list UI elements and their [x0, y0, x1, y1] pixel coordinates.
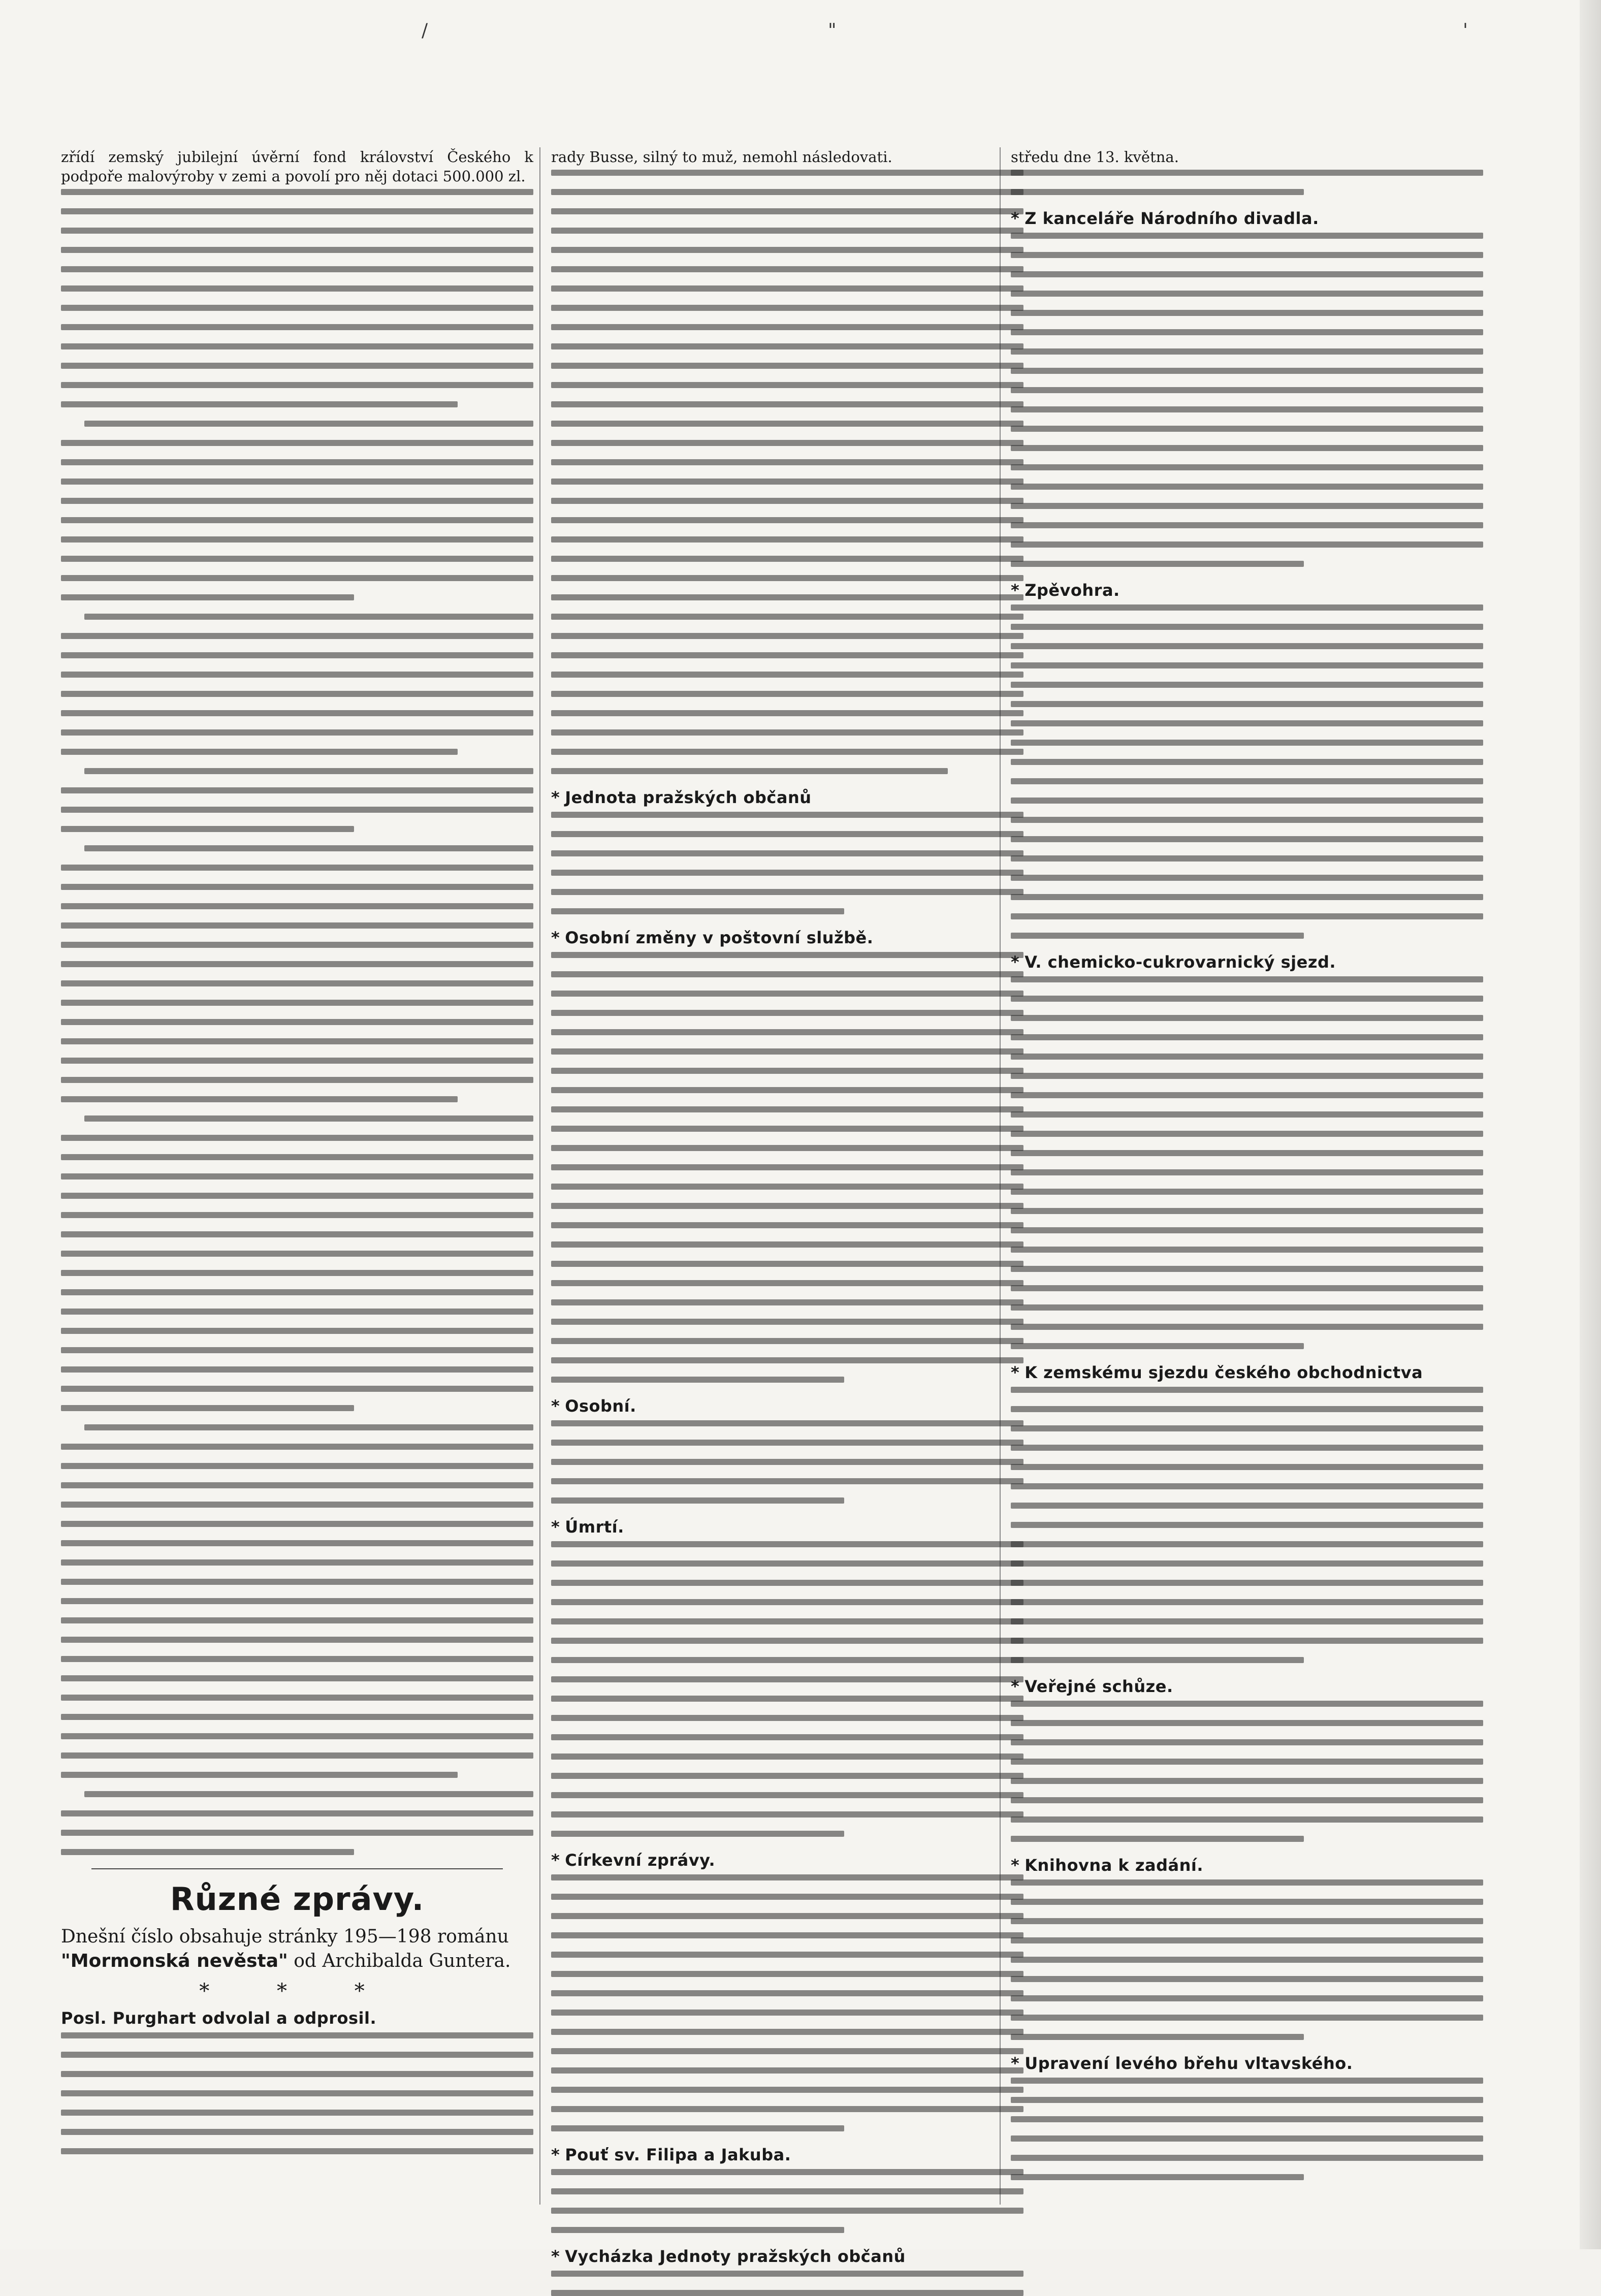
article-heading: Posl. Purghart odvolal a odprosil. — [61, 2008, 377, 2028]
section-divider — [91, 1868, 503, 1869]
article-heading: * Úmrtí. — [551, 1517, 624, 1537]
article-heading: * Upravení levého břehu vltavského. — [1011, 2054, 1353, 2073]
body-text-lines — [1011, 2078, 1483, 2180]
column-1-lead-text: zřídí zemský jubilejní úvěrní fond království Českého k podpoře malovýroby v zemi a povolí pro něj dotaci 500.000 zl. — [61, 148, 533, 185]
article-heading: * Církevní zprávy. — [551, 1851, 716, 1870]
body-text-lines — [1011, 1879, 1483, 2040]
article-heading: * Zpěvohra. — [1011, 581, 1120, 600]
body-text-lines — [551, 1874, 1023, 2131]
body-text-lines — [61, 189, 533, 1855]
column-3-lead-text: středu dne 13. května. — [1011, 148, 1179, 166]
body-text-lines — [1011, 976, 1483, 1349]
article-heading: * V. chemicko-cukrovarnický sjezd. — [1011, 952, 1336, 972]
issue-note-text: Dnešní číslo obsahuje stránky 195—198 románu — [61, 1926, 509, 1947]
body-text-lines — [551, 1541, 1023, 1837]
novel-title: "Mormonská nevěsta" — [61, 1951, 288, 1971]
column-rule-1 — [539, 147, 540, 2205]
column-1 — [61, 147, 533, 2205]
body-text-lines — [551, 1420, 1023, 1504]
article-heading: * Knihovna k zadání. — [1011, 1856, 1203, 1875]
asterisk-separator: * * * — [199, 1980, 395, 2003]
article-heading: * K zemskému sjezdu českého obchodnictva — [1011, 1363, 1423, 1382]
page-edge — [1580, 0, 1601, 2249]
article-heading: * Osobní. — [551, 1396, 636, 1416]
article-heading: * Pouť sv. Filipa a Jakuba. — [551, 2145, 791, 2164]
body-text-lines — [1011, 1387, 1483, 1663]
column-2-lead-text: rady Busse, silný to muž, nemohl následovati. — [551, 148, 892, 166]
body-text-lines — [551, 2271, 1023, 2296]
article-heading: * Jednota pražských občanů — [551, 788, 812, 807]
body-text-lines — [551, 2169, 1023, 2233]
folio-mark-right: ' — [1463, 20, 1468, 41]
issue-note-author: od Archibalda Guntera. — [294, 1951, 511, 1971]
folio-mark-left: / — [422, 20, 428, 41]
folio-mark-center: " — [828, 20, 837, 41]
body-text-lines — [551, 170, 1023, 774]
body-text-lines — [1011, 1701, 1483, 1842]
body-text-lines — [551, 812, 1023, 914]
article-heading: * Osobní změny v poštovní službě. — [551, 928, 874, 947]
column-2 — [551, 147, 1023, 2266]
article-heading: * Veřejné schůze. — [1011, 1677, 1173, 1696]
article-heading: * Vycházka Jednoty pražských občanů — [551, 2247, 906, 2266]
issue-note — [61, 1925, 533, 1973]
body-text-lines — [1011, 233, 1483, 567]
column-3 — [1011, 147, 1483, 2205]
body-text-lines — [551, 952, 1023, 1383]
section-title: Různé zprávy. — [170, 1880, 425, 1918]
body-text-lines — [61, 2032, 533, 2154]
article-heading: * Z kanceláře Národního divadla. — [1011, 209, 1319, 228]
body-text-lines — [1011, 604, 1483, 939]
body-text-lines — [1011, 170, 1483, 195]
